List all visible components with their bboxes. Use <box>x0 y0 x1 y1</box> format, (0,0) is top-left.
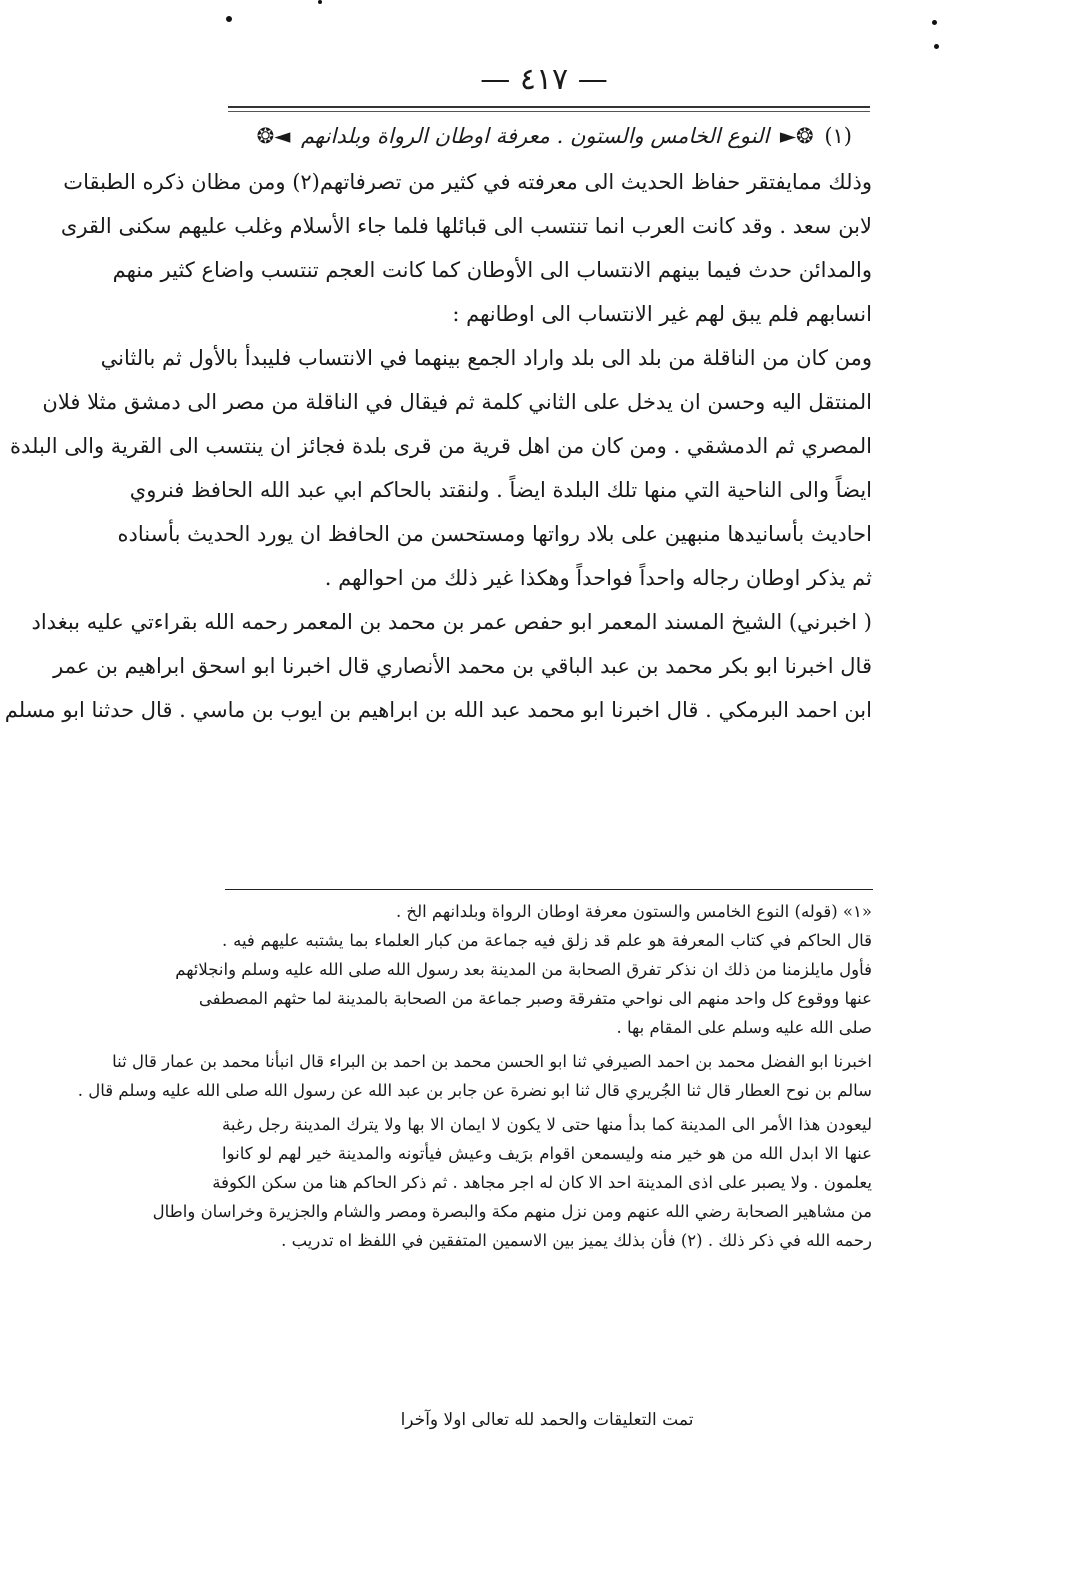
text-line: المصري ثم الدمشقي . ومن كان من اهل قرية من قرى بلدة فجائز ان ينتسب الى القرية والى البلدة <box>10 434 872 458</box>
heading-note-ref: (١) <box>824 124 852 148</box>
heading-ornament-right: ❂► <box>779 124 814 148</box>
footnote-line: عنها ووقوع كل واحد منهم الى نواحي متفرقة وصبر جماعة من الصحابة بالمدينة لما حثهم المصطفى <box>198 989 872 1008</box>
main-text <box>4 160 872 732</box>
text-line: ايضاً والى الناحية التي منها تلك البلدة ايضاً . ولنقتد بالحاكم ابي عبد الله الحافظ فنروي <box>129 478 872 502</box>
text-line: ثم يذكر اوطان رجاله واحداً فواحداً وهكذا غير ذلك من احوالهم . <box>324 566 872 590</box>
text-line: انسابهم فلم يبق لهم غير الانتساب الى اوطانهم : <box>452 302 872 326</box>
text-line: ومن كان من الناقلة من بلد الى بلد واراد الجمع بينهما في الانتساب فليبدأ بالأول ثم بالثاني <box>100 346 872 370</box>
scan-speck <box>318 0 322 4</box>
page-number: — ٤١٧ — <box>480 62 608 97</box>
scan-speck <box>934 44 939 49</box>
header-rule-thin <box>228 111 870 112</box>
section-heading <box>240 124 870 148</box>
footnote-line: ليعودن هذا الأمر الى المدينة كما بدأ منها حتى لا يكون لا ايمان الا بها ولا يترك المدينة رجل رغبة <box>222 1115 872 1134</box>
footnotes <box>77 897 872 1255</box>
footnote-line: قال الحاكم في كتاب المعرفة هو علم قد زلق فيه جماعة من كبار العلماء بما يشتبه عليهم فيه . <box>222 931 872 950</box>
text-line: قال اخبرنا ابو بكر محمد بن عبد الباقي بن محمد الأنصاري قال اخبرنا ابو اسحق ابراهيم بن عمر <box>53 654 872 678</box>
footnote-line: رحمه الله في ذكر ذلك . (٢) فأن بذلك يميز بين الاسمين المتفقين في اللفظ اه تدريب . <box>281 1231 872 1250</box>
scan-speck <box>932 20 937 25</box>
text-line: ابن احمد البرمكي . قال اخبرنا ابو محمد عبد الله بن ابراهيم بن ايوب بن ماسي . قال حدثنا ابو مسلم <box>4 698 872 722</box>
footnote-line: صلى الله عليه وسلم على المقام بها . <box>616 1018 872 1037</box>
text-line: والمدائن حدث فيما بينهم الانتساب الى الأوطان كما كانت العجم تنتسب واضاع كثير منهم <box>112 258 872 282</box>
heading-title: النوع الخامس والستون . معرفة اوطان الرواة وبلدانهم <box>301 124 770 148</box>
header-rule <box>228 106 870 108</box>
text-line: المنتقل اليه وحسن ان يدخل على الثاني كلمة ثم فيقال في الناقلة من مصر الى دمشق مثلا فلان <box>42 390 872 414</box>
footnote-line: سالم بن نوح العطار قال ثنا الجُريري قال ثنا ابو نضرة عن جابر بن عبد الله عن رسول الله صلى الله عليه وسلم قال . <box>77 1081 872 1100</box>
footnote-line: اخبرنا ابو الفضل محمد بن احمد الصيرفي ثنا ابو الحسن محمد بن احمد بن البراء قال انبأنا محمد بن عمار قال ثنا <box>112 1052 872 1071</box>
footnote-line: عنها الا ابدل الله من هو خير منه وليسمعن اقوام برَيف وعيش فيأتونه والمدينة خير لهم لو كانوا <box>222 1144 872 1163</box>
closing-line: تمت التعليقات والحمد لله تعالى اولا وآخرا <box>400 1410 694 1430</box>
heading-ornament-left: ◄❂ <box>256 124 291 148</box>
text-line: وذلك ممايفتقر حفاظ الحديث الى معرفته في كثير من تصرفاتهم(٢) ومن مظان ذكره الطبقات <box>63 170 872 194</box>
footnote-line: فأول مايلزمنا من ذلك ان نذكر تفرق الصحابة من المدينة بعد رسول الله صلى الله عليه وسلم وانجلائهم <box>175 960 872 979</box>
scan-speck <box>226 16 232 22</box>
text-line: احاديث بأسانيدها منبهين على بلاد رواتها ومستحسن من الحافظ ان يورد الحديث بأسناده <box>117 522 872 546</box>
footnote-line: «١» (قوله) النوع الخامس والستون معرفة اوطان الرواة وبلدانهم الخ . <box>395 902 872 921</box>
footnote-line: يعلمون . ولا يصبر على اذى المدينة احد الا كان له اجر مجاهد . ثم ذكر الحاكم هنا من سكن الكوفة <box>212 1173 872 1192</box>
footnote-separator <box>225 889 873 890</box>
text-line: لابن سعد . وقد كانت العرب انما تنتسب الى قبائلها فلما جاء الأسلام وغلب عليهم سكنى القرى <box>60 214 872 238</box>
footnote-line: من مشاهير الصحابة رضي الله عنهم ومن نزل منهم مكة والبصرة ومصر والشام والجزيرة وخراسان واطال <box>152 1202 872 1221</box>
text-line: ( اخبرني) الشيخ المسند المعمر ابو حفص عمر بن محمد بن المعمر رحمه الله بقراءتي عليه ببغداد <box>31 610 872 634</box>
